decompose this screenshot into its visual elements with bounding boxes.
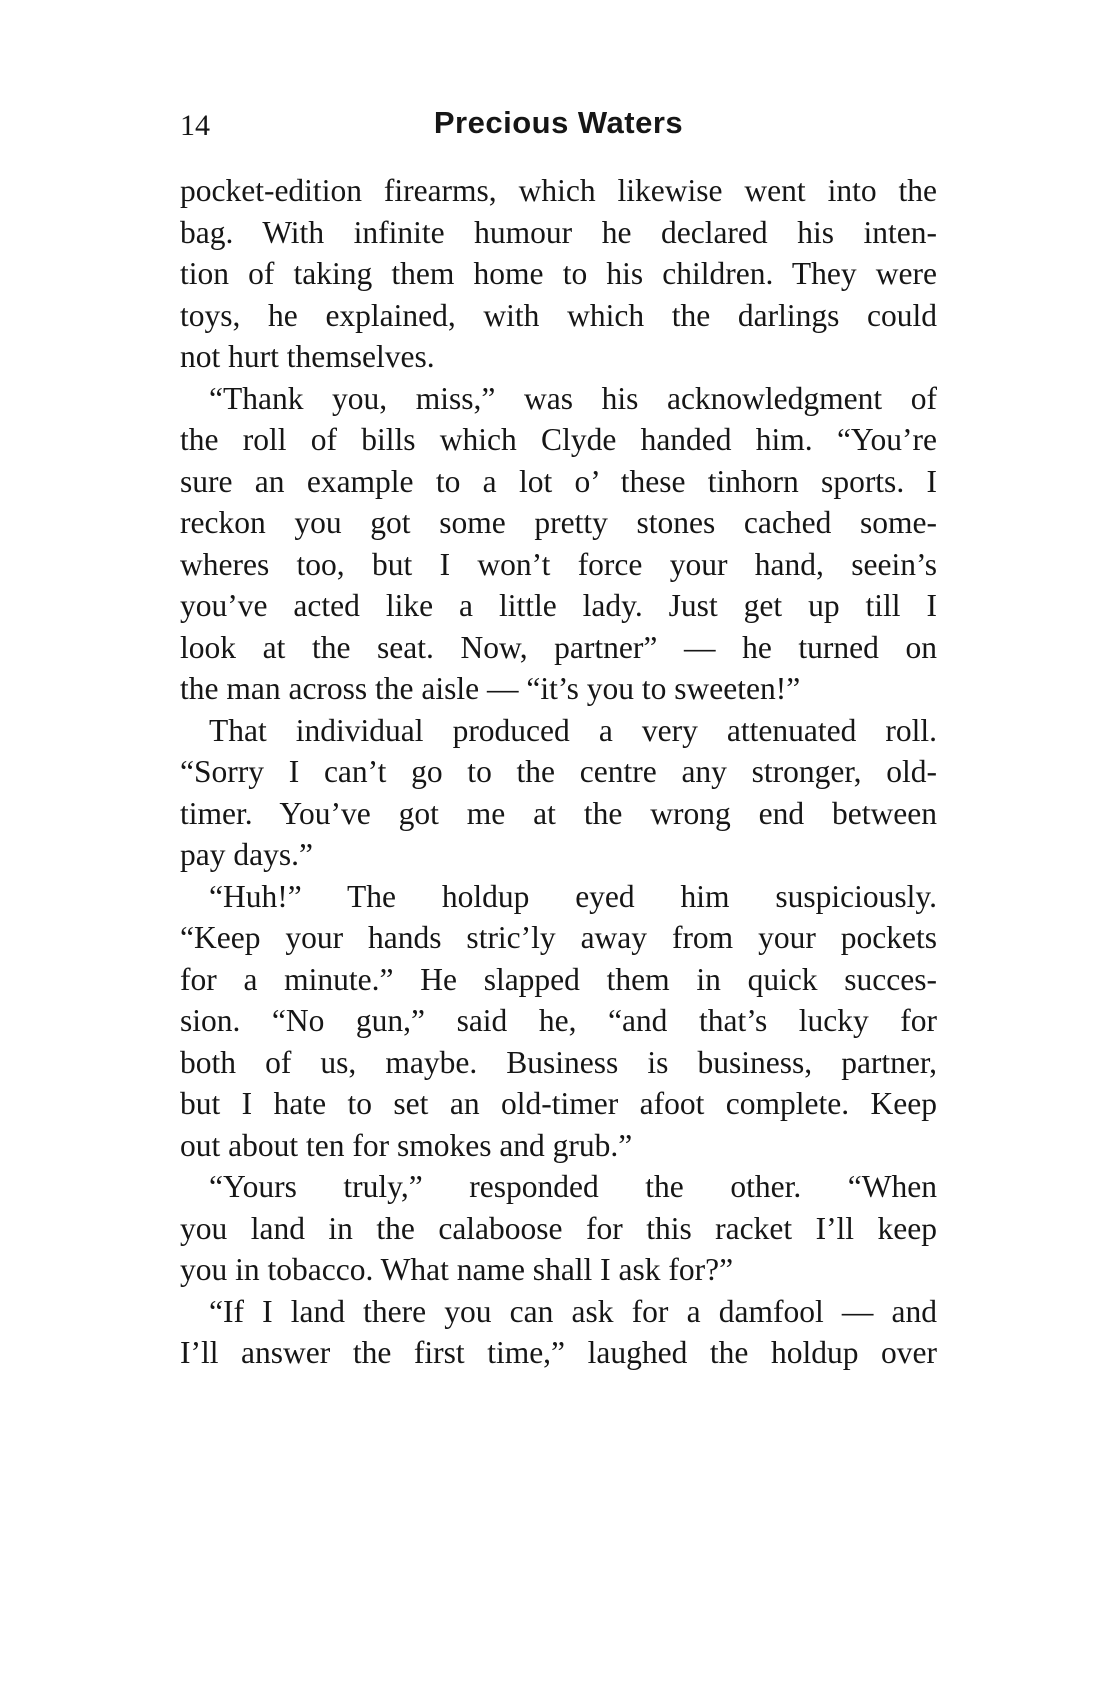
text-line: look at the seat. Now, partner” — he turned on xyxy=(180,629,937,665)
text-line: you’ve acted like a little lady. Just get up till I xyxy=(180,588,937,623)
text-line: toys, he explained, with which the darlings could xyxy=(180,297,937,333)
text-line: not hurt themselves. xyxy=(180,339,435,374)
text-line: wheres too, but I won’t force your hand, seein’s xyxy=(180,546,937,582)
text-line: both of us, maybe. Business is business, partner, xyxy=(180,1044,937,1080)
text-line: “Thank you, miss,” was his acknowledgment of xyxy=(209,380,937,416)
text-line: “Huh!” The holdup eyed him suspiciously. xyxy=(209,878,937,914)
text-line: out about ten for smokes and grub.” xyxy=(180,1127,633,1163)
text-line: “Yours truly,” responded the other. “When xyxy=(209,1169,937,1204)
page-header xyxy=(180,105,937,149)
text-line: “If I land there you can ask for a damfool — and xyxy=(209,1293,937,1329)
text-line: sure an example to a lot o’ these tinhorn sports. I xyxy=(180,463,937,499)
text-line: “Sorry I can’t go to the centre any stronger, old- xyxy=(180,754,937,789)
text-line: pocket-edition firearms, which likewise went into the xyxy=(180,173,937,208)
text-line: the roll of bills which Clyde handed him. “You’re xyxy=(180,422,937,457)
text-line: That individual produced a very attenuated roll. xyxy=(209,712,937,748)
text-line: but I hate to set an old-timer afoot complete. Keep xyxy=(180,1086,937,1121)
text-line: sion. “No gun,” said he, “and that’s lucky for xyxy=(180,1003,937,1038)
text-line: you in tobacco. What name shall I ask for?” xyxy=(180,1252,734,1287)
running-title: Precious Waters xyxy=(433,105,684,140)
text-line: bag. With infinite humour he declared his inten- xyxy=(180,214,937,250)
text-line: the man across the aisle — “it’s you to sweeten!” xyxy=(180,671,801,706)
text-line: tion of taking them home to his children. They were xyxy=(180,256,937,291)
page-number: 14 xyxy=(180,109,210,142)
text-line: for a minute.” He slapped them in quick succes- xyxy=(180,961,937,997)
text-line: pay days.” xyxy=(180,837,313,872)
text-line: reckon you got some pretty stones cached some- xyxy=(180,505,937,540)
text-line: timer. You’ve got me at the wrong end between xyxy=(180,795,937,831)
text-line: you land in the calaboose for this racket I’ll keep xyxy=(180,1210,937,1246)
text-line: “Keep your hands stric’ly away from your pockets xyxy=(180,920,937,955)
body-text xyxy=(180,170,937,1374)
text-line: I’ll answer the first time,” laughed the holdup over xyxy=(180,1335,937,1370)
